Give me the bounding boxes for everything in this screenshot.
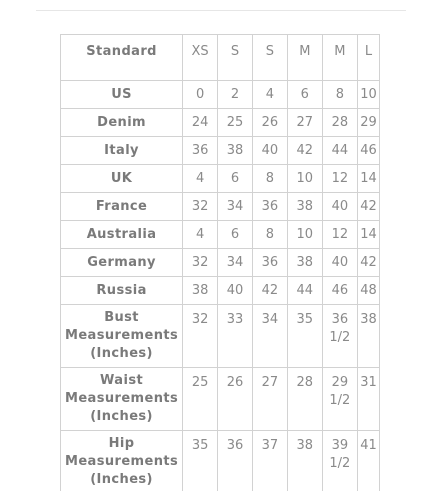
header-row — [61, 35, 380, 81]
table-cell: 35 — [287, 305, 322, 368]
table-cell: 46 — [357, 137, 379, 165]
corner-header: Standard — [61, 35, 183, 81]
table-cell: 36 — [252, 249, 287, 277]
table-row — [61, 165, 380, 193]
table-cell: 2 — [218, 81, 253, 109]
table-cell: 24 — [183, 109, 218, 137]
table-cell: 37 — [252, 431, 287, 492]
table-cell: 40 — [322, 249, 357, 277]
table-cell: 14 — [357, 165, 379, 193]
row-label: Hip Measurements (Inches) — [61, 431, 183, 492]
table-cell: 27 — [287, 109, 322, 137]
table-cell: 39 1/2 — [322, 431, 357, 492]
table-row — [61, 137, 380, 165]
table-cell: 6 — [218, 221, 253, 249]
table-cell: 10 — [357, 81, 379, 109]
table-cell: 28 — [287, 368, 322, 431]
table-cell: 36 — [183, 137, 218, 165]
table-cell: 28 — [322, 109, 357, 137]
table-cell: 38 — [218, 137, 253, 165]
table-cell: 40 — [322, 193, 357, 221]
table-cell: 42 — [357, 249, 379, 277]
table-cell: 26 — [252, 109, 287, 137]
column-header: M — [287, 35, 322, 81]
table-cell: 42 — [252, 277, 287, 305]
table-cell: 6 — [218, 165, 253, 193]
table-cell: 34 — [218, 249, 253, 277]
table-cell: 8 — [322, 81, 357, 109]
table-cell: 38 — [287, 431, 322, 492]
table-cell: 0 — [183, 81, 218, 109]
table-cell: 8 — [252, 165, 287, 193]
size-chart-viewport[interactable] — [60, 34, 380, 491]
table-cell: 12 — [322, 165, 357, 193]
table-cell: 38 — [183, 277, 218, 305]
row-label: Germany — [61, 249, 183, 277]
size-chart-body — [61, 35, 380, 492]
table-cell: 25 — [218, 109, 253, 137]
table-cell: 26 — [218, 368, 253, 431]
column-header: S — [218, 35, 253, 81]
table-cell: 8 — [252, 221, 287, 249]
row-label: Waist Measurements (Inches) — [61, 368, 183, 431]
table-cell: 12 — [322, 221, 357, 249]
table-cell: 38 — [287, 249, 322, 277]
table-cell: 4 — [183, 165, 218, 193]
row-label: Australia — [61, 221, 183, 249]
table-row — [61, 277, 380, 305]
table-cell: 44 — [322, 137, 357, 165]
table-cell: 29 1/2 — [322, 368, 357, 431]
table-row — [61, 368, 380, 431]
size-chart-table — [60, 34, 380, 491]
table-cell: 4 — [252, 81, 287, 109]
table-cell: 44 — [287, 277, 322, 305]
table-row — [61, 305, 380, 368]
table-cell: 36 1/2 — [322, 305, 357, 368]
table-cell: 36 — [218, 431, 253, 492]
table-row — [61, 431, 380, 492]
table-cell: 38 — [357, 305, 379, 368]
row-label: UK — [61, 165, 183, 193]
table-cell: 14 — [357, 221, 379, 249]
table-cell: 25 — [183, 368, 218, 431]
table-cell: 46 — [322, 277, 357, 305]
table-cell: 31 — [357, 368, 379, 431]
table-row — [61, 249, 380, 277]
table-cell: 48 — [357, 277, 379, 305]
table-cell: 42 — [287, 137, 322, 165]
table-cell: 32 — [183, 249, 218, 277]
table-cell: 32 — [183, 193, 218, 221]
row-label: Russia — [61, 277, 183, 305]
table-cell: 34 — [252, 305, 287, 368]
table-row — [61, 81, 380, 109]
column-header: L — [357, 35, 379, 81]
table-cell: 38 — [287, 193, 322, 221]
table-cell: 4 — [183, 221, 218, 249]
table-cell: 40 — [218, 277, 253, 305]
table-cell: 27 — [252, 368, 287, 431]
row-label: Italy — [61, 137, 183, 165]
table-row — [61, 193, 380, 221]
table-cell: 33 — [218, 305, 253, 368]
column-header: S — [252, 35, 287, 81]
table-row — [61, 221, 380, 249]
column-header: M — [322, 35, 357, 81]
row-label: France — [61, 193, 183, 221]
top-divider — [36, 10, 406, 11]
row-label: Bust Measurements (Inches) — [61, 305, 183, 368]
table-cell: 34 — [218, 193, 253, 221]
row-label: US — [61, 81, 183, 109]
table-cell: 41 — [357, 431, 379, 492]
table-cell: 6 — [287, 81, 322, 109]
table-cell: 40 — [252, 137, 287, 165]
table-cell: 42 — [357, 193, 379, 221]
row-label: Denim — [61, 109, 183, 137]
table-row — [61, 109, 380, 137]
table-cell: 29 — [357, 109, 379, 137]
table-cell: 10 — [287, 221, 322, 249]
table-cell: 32 — [183, 305, 218, 368]
table-cell: 35 — [183, 431, 218, 492]
table-cell: 36 — [252, 193, 287, 221]
table-cell: 10 — [287, 165, 322, 193]
column-header: XS — [183, 35, 218, 81]
